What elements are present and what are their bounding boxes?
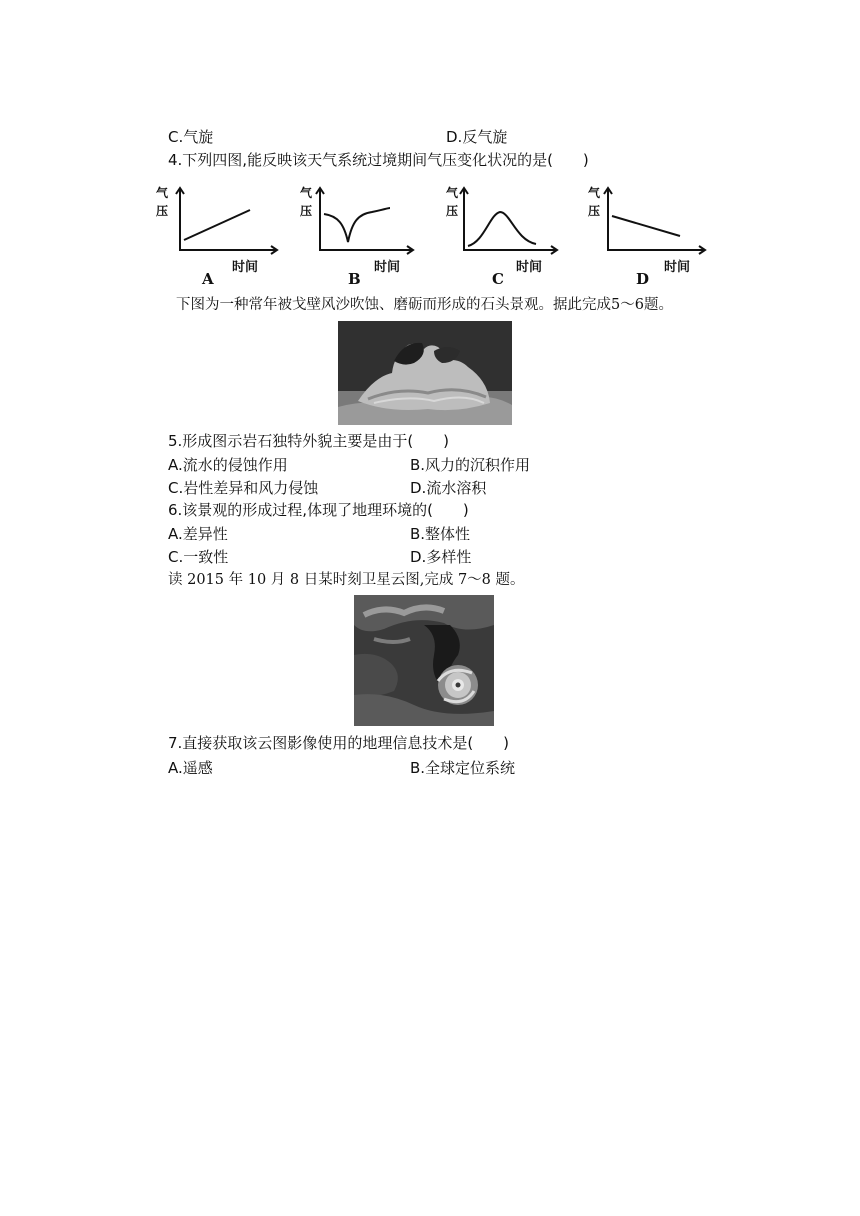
- graph-c-plot: [460, 188, 570, 268]
- q7-stem: 7.直接获取该云图影像使用的地理信息技术是( ): [168, 734, 510, 752]
- y-axis-label-bottom: 压: [446, 204, 459, 218]
- q5-option-d: D.流水溶积: [410, 479, 487, 497]
- pressure-curve: [184, 210, 250, 240]
- q7-option-a: A.遥感: [168, 759, 213, 777]
- q3-option-c: C.气旋: [168, 128, 214, 146]
- q5-option-a: A.流水的侵蚀作用: [168, 456, 288, 474]
- q6-stem: 6.该景观的形成过程,体现了地理环境的( ): [168, 501, 469, 519]
- x-axis-label: 时间: [664, 260, 691, 275]
- q5-option-c: C.岩性差异和风力侵蚀: [168, 479, 319, 497]
- graph-letter-c: C: [492, 270, 504, 288]
- q5-stem: 5.形成图示岩石独特外貌主要是由于( ): [168, 432, 450, 450]
- pressure-graph-a: [150, 184, 270, 294]
- pressure-curve: [612, 216, 680, 236]
- x-axis-label: 时间: [516, 260, 543, 275]
- graph-letter-a: A: [202, 270, 214, 288]
- q5-option-b: B.风力的沉积作用: [410, 456, 531, 474]
- y-axis-label-top: 气: [446, 186, 459, 200]
- satellite-cloud-image: [354, 595, 494, 726]
- graph-a-plot: [176, 188, 286, 268]
- pressure-curve: [324, 208, 390, 242]
- graph-letter-d: D: [636, 270, 650, 288]
- graph-letter-b: B: [348, 270, 361, 288]
- rock-landscape-image: [338, 321, 512, 425]
- q4-stem: 4.下列四图,能反映该天气系统过境期间气压变化状况的是( ): [168, 151, 589, 169]
- y-axis-label-top: 气: [156, 186, 169, 200]
- graph-d-plot: [604, 188, 714, 268]
- q6-option-a: A.差异性: [168, 525, 228, 543]
- intro-5-6: 下图为一种常年被戈壁风沙吹蚀、磨砺而形成的石头景观。据此完成5～6题。: [176, 297, 673, 313]
- pressure-curve: [468, 212, 536, 246]
- q7-option-b: B.全球定位系统: [410, 759, 516, 777]
- pressure-graph-d: [578, 184, 698, 294]
- x-axis-label: 时间: [232, 260, 259, 275]
- y-axis-label-top: 气: [300, 186, 313, 200]
- q6-option-b: B.整体性: [410, 525, 471, 543]
- q6-option-c: C.一致性: [168, 548, 229, 566]
- x-axis-label: 时间: [374, 260, 401, 275]
- y-axis-label-bottom: 压: [300, 204, 313, 218]
- pressure-graph-c: [434, 184, 554, 294]
- intro-7-8: 读 2015 年 10 月 8 日某时刻卫星云图,完成 7～8 题。: [168, 572, 525, 588]
- y-axis-label-bottom: 压: [588, 204, 601, 218]
- y-axis-label-top: 气: [588, 186, 601, 200]
- q6-option-d: D.多样性: [410, 548, 472, 566]
- pressure-graph-b: [294, 184, 414, 294]
- graph-b-plot: [316, 188, 426, 268]
- q3-option-d: D.反气旋: [446, 128, 508, 146]
- y-axis-label-bottom: 压: [156, 204, 169, 218]
